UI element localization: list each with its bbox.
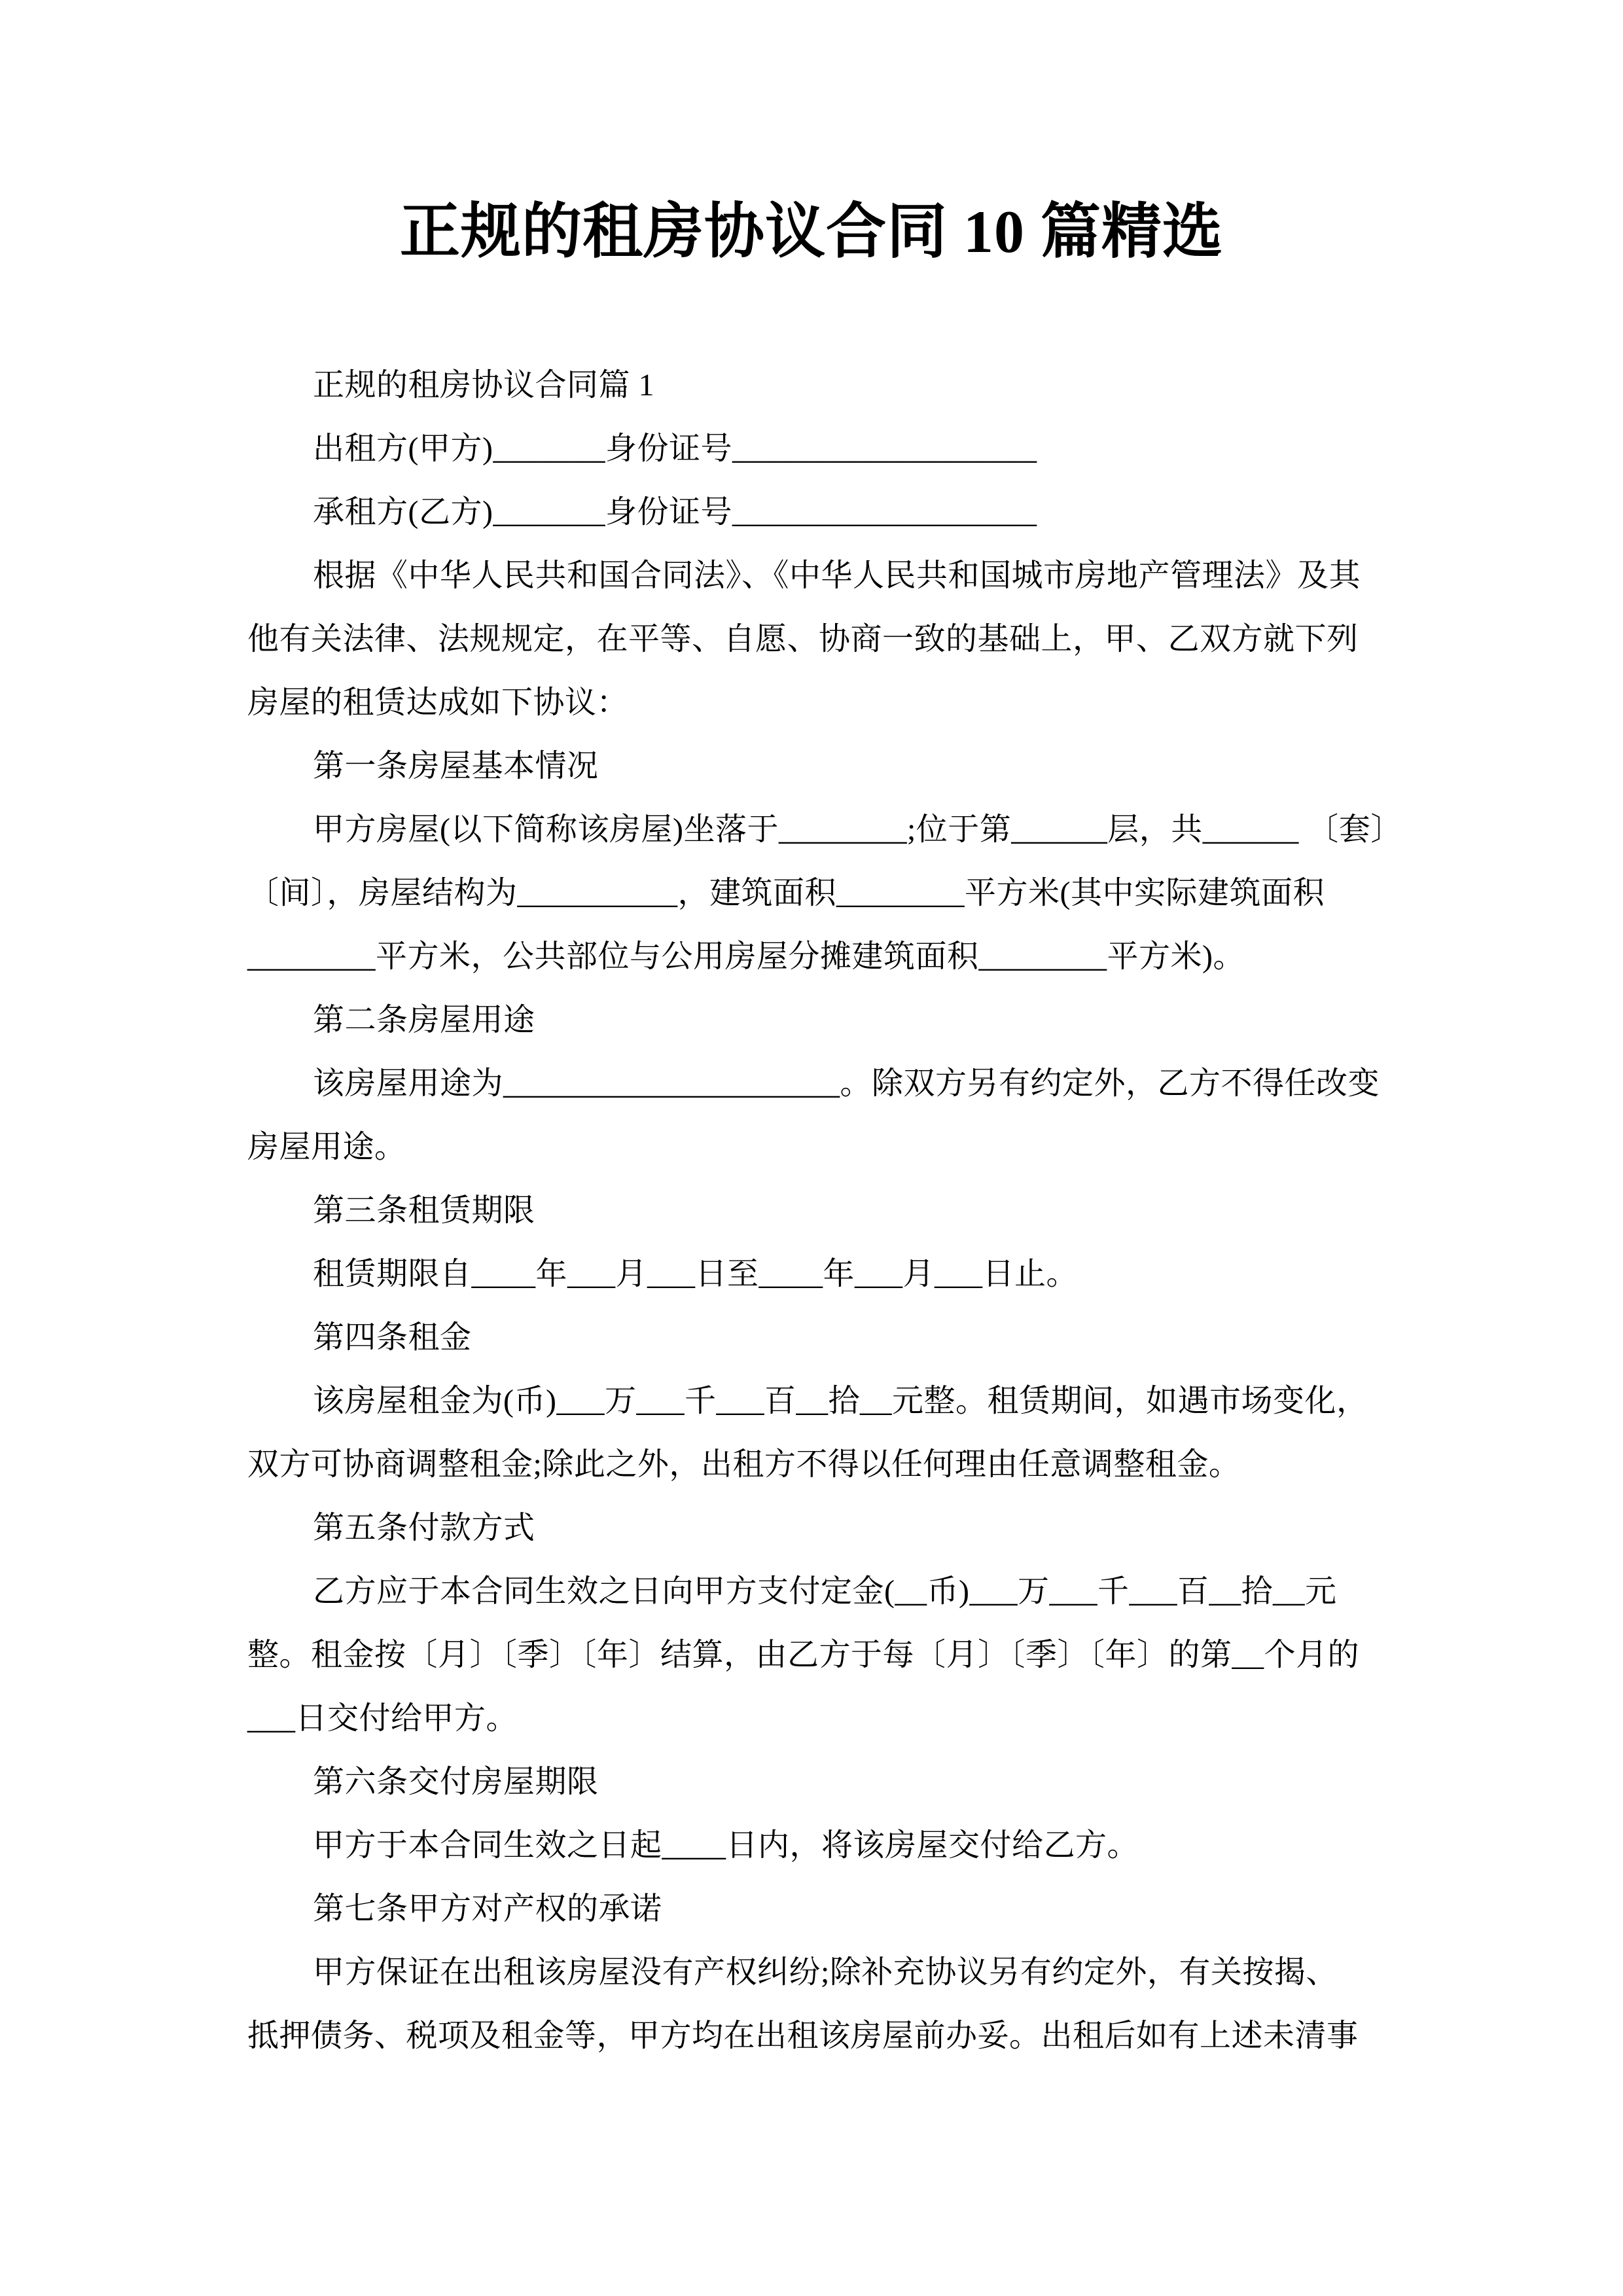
document-line: 正规的租房协议合同篇 1 (313, 368, 655, 403)
document-line: 甲方房屋(以下简称该房屋)坐落于________;位于第______层，共______ 〔套〕 (313, 812, 1402, 847)
document-line: 第七条甲方对产权的承诺 (313, 1892, 662, 1926)
document-line: 第三条租赁期限 (313, 1193, 535, 1228)
document-line: 〔间〕，房屋结构为__________，建筑面积________平方米(其中实际建筑面积 (247, 876, 1325, 910)
document-line: 根据《中华人民共和国合同法》、《中华人民共和国城市房地产管理法》及其 (313, 558, 1361, 593)
document-line: 第五条付款方式 (313, 1511, 535, 1545)
document-line: 双方可协商调整租金;除此之外，出租方不得以任何理由任意调整租金。 (247, 1447, 1241, 1482)
document-line: 甲方保证在出租该房屋没有产权纠纷;除补充协议另有约定外，有关按揭、 (313, 1955, 1338, 1990)
document-line: 承租方(乙方)_______身份证号___________________ (313, 495, 1037, 529)
document-line: 房屋的租赁达成如下协议： (247, 685, 629, 720)
document-line: 第四条租金 (313, 1320, 472, 1355)
document-line: 第一条房屋基本情况 (313, 749, 599, 783)
document-title: 正规的租房协议合同 10 篇精选 (399, 198, 1223, 265)
document-line: 他有关法律、法规规定，在平等、自愿、协商一致的基础上，甲、乙双方就下列 (247, 622, 1359, 656)
document-body (247, 353, 1432, 2068)
document-line: ________平方米，公共部位与公用房屋分摊建筑面积________平方米)。 (247, 939, 1245, 974)
document-line: 整。租金按〔月〕〔季〕〔年〕结算，由乙方于每〔月〕〔季〕〔年〕的第__个月的 (247, 1638, 1360, 1672)
document-line: 第六条交付房屋期限 (313, 1765, 599, 1799)
document-line: 出租方(甲方)_______身份证号___________________ (313, 431, 1037, 466)
document-line: 第二条房屋用途 (313, 1003, 535, 1037)
document-line: 乙方应于本合同生效之日向甲方支付定金(__币)___万___千___百__拾__元 (313, 1574, 1337, 1609)
document-line: 甲方于本合同生效之日起____日内，将该房屋交付给乙方。 (313, 1828, 1139, 1863)
document-line: 租赁期限自____年___月___日至____年___月___日止。 (313, 1257, 1079, 1291)
document-line: 房屋用途。 (247, 1130, 406, 1164)
document-line: 该房屋租金为(币)___万___千___百__拾__元整。租赁期间，如遇市场变化， (313, 1384, 1368, 1418)
document-line: 该房屋用途为_____________________。除双方另有约定外，乙方不得任改变 (313, 1066, 1380, 1101)
document-line: ___日交付给甲方。 (247, 1701, 518, 1736)
document-line: 抵押债务、税项及租金等，甲方均在出租该房屋前办妥。出租后如有上述未清事 (247, 2018, 1359, 2053)
